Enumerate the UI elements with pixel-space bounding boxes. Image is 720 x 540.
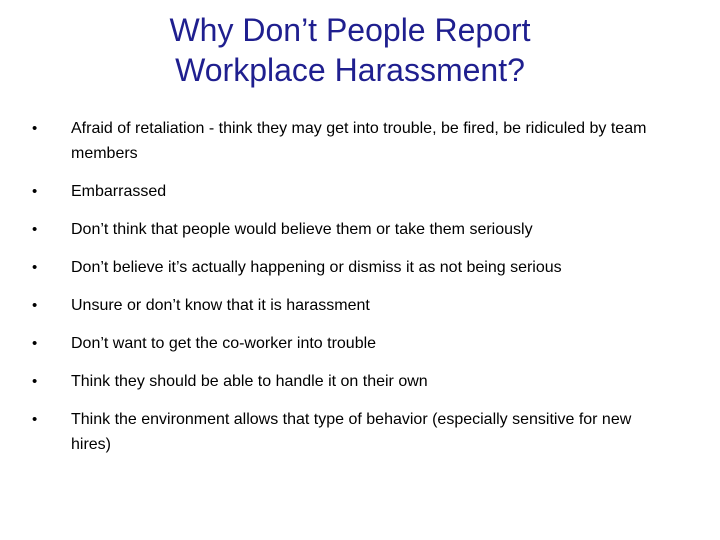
bullet-dot-icon: •: [32, 411, 38, 428]
bullet-text: Don’t want to get the co-worker into trouble: [71, 335, 377, 352]
bullet-text: Afraid of retaliation - think they may get into trouble, be fired, be ridiculed by team members: [71, 120, 647, 162]
bullet-item: [32, 179, 672, 204]
bullet-dot-icon: •: [32, 221, 38, 238]
bullet-text: Think they should be able to handle it on their own: [71, 373, 428, 390]
bullet-item: [32, 331, 672, 356]
bullet-item: [32, 293, 672, 318]
bullet-dot-icon: •: [32, 373, 38, 390]
bullet-list: [32, 116, 672, 470]
bullet-dot-icon: •: [32, 259, 38, 276]
bullet-text: Think the environment allows that type of behavior (especially sensitive for new hires): [71, 411, 632, 453]
bullet-text: Unsure or don’t know that it is harassment: [71, 297, 370, 314]
bullet-item: [32, 369, 672, 394]
bullet-item: [32, 217, 672, 242]
bullet-dot-icon: •: [32, 297, 38, 314]
slide-title-line-1: Why Don’t People Report: [169, 12, 531, 48]
bullet-dot-icon: •: [32, 120, 38, 137]
bullet-dot-icon: •: [32, 335, 38, 352]
bullet-dot-icon: •: [32, 183, 38, 200]
slide-title: [100, 10, 600, 90]
bullet-text: Don’t think that people would believe them or take them seriously: [71, 221, 533, 238]
slide-title-line-2: Workplace Harassment?: [175, 52, 525, 88]
bullet-item: [32, 255, 672, 280]
bullet-item: [32, 407, 672, 457]
bullet-item: [32, 116, 672, 166]
bullet-text: Embarrassed: [71, 183, 167, 200]
bullet-text: Don’t believe it’s actually happening or dismiss it as not being serious: [71, 259, 562, 276]
